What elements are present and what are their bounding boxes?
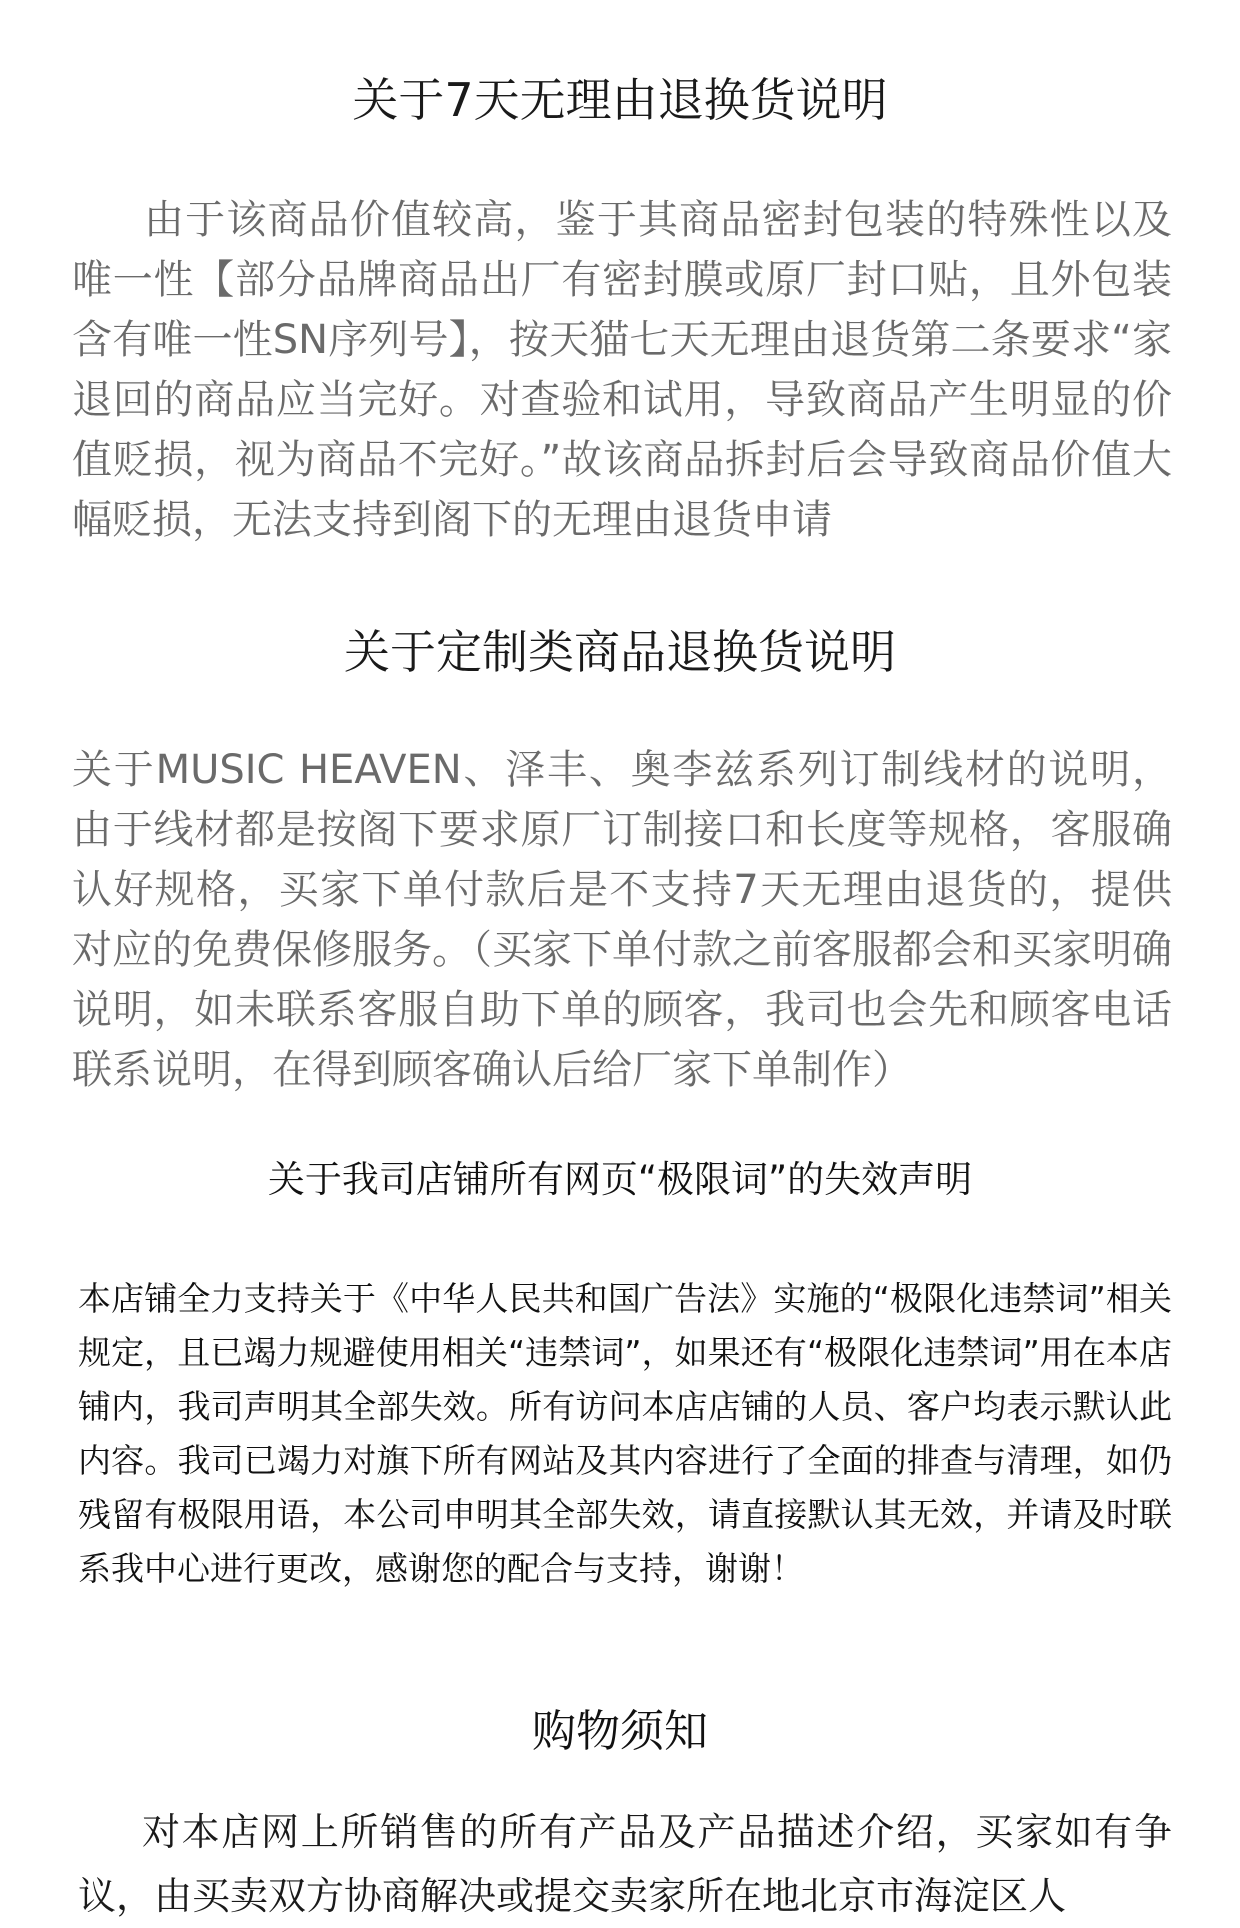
section-body-absolute-terms: 本店铺全力支持关于《中华人民共和国广告法》实施的“极限化违禁词”相关规定，且已竭力规避使用相关“违禁词”，如果还有“极限化违禁词”用在本店铺内，我司声明其全部失效。所有访问本店店铺的人员、客户均表示默认此内容。我司已竭力对旗下所有网站及其内容进行了全面的排查与清理，如仍残留有极限用语，本公司申明其全部失效，请直接默认其无效，并请及时联系我中心进行更改，感谢您的配合与支持，谢谢！ xyxy=(78,1279,1172,1588)
section-title-7day-return: 关于7天无理由退换货说明 xyxy=(352,73,888,127)
section-title-custom-goods: 关于定制类商品退换货说明 xyxy=(344,625,896,679)
section-title-absolute-terms: 关于我司店铺所有网页“极限词”的失效声明 xyxy=(267,1158,973,1201)
section-body-7day-return: 由于该商品价值较高，鉴于其商品密封包装的特殊性以及唯一性【部分品牌商品出厂有密封膜或原厂封口贴，且外包装含有唯一性SN序列号】，按天猫七天无理由退货第二条要求“家退回的商品应当完好。对查验和试用，导致商品产生明显的价值贬损，视为商品不完好。”故该商品拆封后会导致商品价值大幅贬损，无法支持到阁下的无理由退货申请 xyxy=(72,197,1172,543)
section-body-custom-goods: 关于MUSIC HEAVEN、泽丰、奥李兹系列订制线材的说明，由于线材都是按阁下要求原厂订制接口和长度等规格，客服确认好规格，买家下单付款后是不支持7天无理由退货的，提供对应的免费保修服务。（买家下单付款之前客服都会和买家明确说明，如未联系客服自助下单的顾客，我司也会先和顾客电话联系说明，在得到顾客确认后给厂家下单制作） xyxy=(72,747,1172,1093)
section-body-shopping-notice: 对本店网上所销售的所有产品及产品描述介绍，买家如有争议，由买卖双方协商解决或提交卖家所在地北京市海淀区人 xyxy=(78,1810,1172,1918)
section-title-shopping-notice: 购物须知 xyxy=(532,1706,708,1757)
